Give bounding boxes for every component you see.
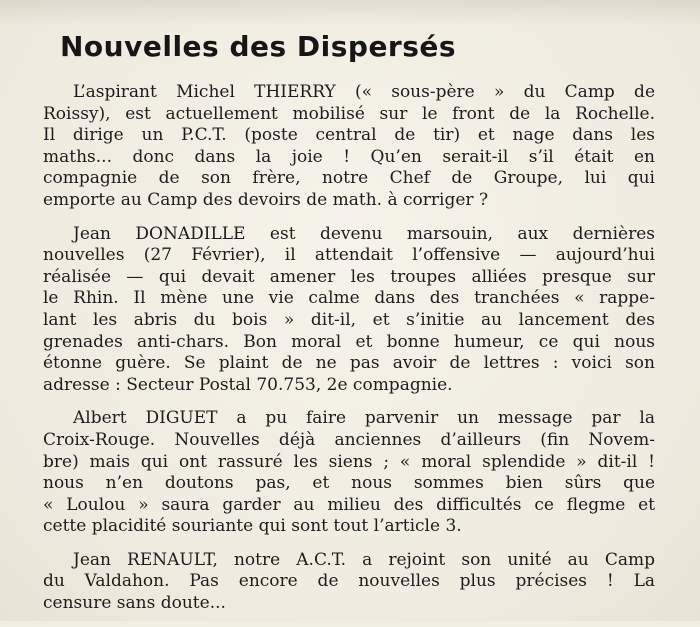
text-line: Roissy), est actuellement mobilisé sur le front de la Rochelle.	[43, 103, 655, 124]
text-line: bre) mais qui ont rassuré les siens ; « moral splendide » dit-il !	[43, 451, 655, 472]
text-line: étonne guère. Se plaint de ne pas avoir de lettres : voici son	[43, 353, 655, 374]
paragraph-michel-thierry	[43, 82, 655, 212]
text-line: « Loulou » saura garder au milieu des difficultés ce flegme et	[43, 494, 655, 515]
text-line: nous n’en doutons pas, et nous sommes bien sûrs que	[43, 473, 655, 494]
text-line: emporte au Camp des devoirs de math. à corriger ?	[43, 189, 489, 210]
text-line: le Rhin. Il mène une vie calme dans des tranchées « rappe-	[43, 288, 655, 309]
text-line: Albert DIGUET a pu faire parvenir un message par la	[73, 408, 655, 429]
text-line: nouvelles (27 Février), il attendait l’offensive — aujourd’hui	[43, 245, 655, 266]
text-line: du Valdahon. Pas encore de nouvelles plus précises ! La	[43, 571, 655, 592]
text-line: Jean RENAULT, notre A.C.T. a rejoint son unité au Camp	[73, 549, 655, 570]
text-line: Il dirige un P.C.T. (poste central de tir) et nage dans les	[43, 125, 655, 146]
paragraph-albert-diguet	[43, 408, 655, 538]
text-line: grenades anti-chars. Bon moral et bonne humeur, ce qui nous	[43, 331, 655, 352]
article-title: Nouvelles des Dispersés	[60, 30, 457, 63]
text-line: réalisée — qui devait amener les troupes alliées presque sur	[43, 266, 655, 287]
article-body	[43, 82, 655, 627]
text-line: L’aspirant Michel THIERRY (« sous-père » du Camp de	[73, 82, 655, 102]
text-line: maths... donc dans la joie ! Qu’en serait-il s’il était en	[43, 146, 655, 167]
paragraph-jean-renault	[43, 550, 655, 615]
text-line: adresse : Secteur Postal 70.753, 2e compagnie.	[43, 374, 453, 395]
text-line: Jean DONADILLE est devenu marsouin, aux dernières	[73, 223, 655, 244]
paragraph-jean-donadille	[43, 224, 655, 397]
text-line: censure sans doute...	[43, 593, 226, 614]
text-line: lant les abris du bois » dit-il, et s’initie au lancement des	[43, 309, 655, 330]
text-line: cette placidité souriante qui sont tout l’article 3.	[43, 516, 462, 537]
text-line: compagnie de son frère, notre Chef de Groupe, lui qui	[43, 168, 655, 189]
text-line: Croix-Rouge. Nouvelles déjà anciennes d’ailleurs (fin Novem-	[43, 429, 655, 450]
show-through-text-strip	[0, 0, 700, 26]
